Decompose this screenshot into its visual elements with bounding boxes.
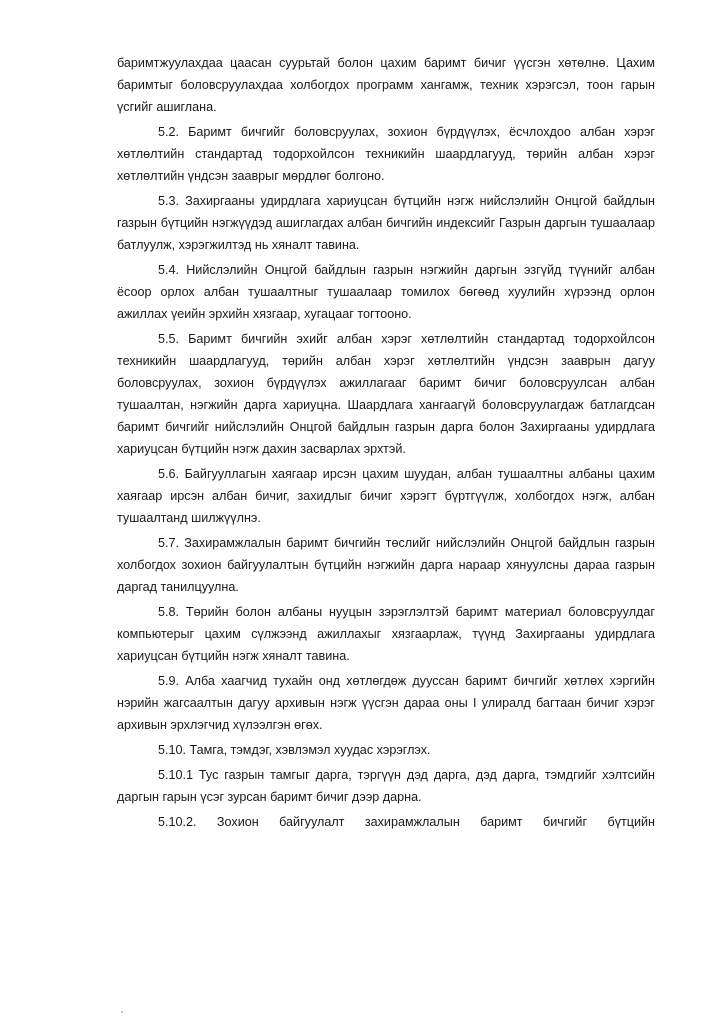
paragraph-5-4: 5.4. Нийслэлийн Онцгой байдлын газрын нэгжийн даргын эзгүйд түүнийг албан ёсоор орлох албан тушаалтныг тушаалаар томилох бөгөөд хуулийн хүрээнд орлон ажиллах үеийн эрхийн хязгаар, хугацааг тогтооно.	[117, 263, 655, 321]
paragraph-continuation: баримтжуулахдаа цаасан суурьтай болон цахим баримт бичиг үүсгэн хөтөлнө. Цахим баримтыг боловсруулахдаа холбогдох программ хангамж, техник хэрэгсэл, тоон гарын үсгийг ашиглана.	[117, 56, 655, 114]
paragraph-5-8: 5.8. Төрийн болон албаны нууцын зэрэглэлтэй баримт материал боловсруулдаг компьютерыг цахим сүлжээнд ажиллахыг хязгаарлаж, түүнд Захиргааны удирдлага хариуцсан бүтцийн нэгж хяналт тавина.	[117, 605, 655, 663]
paragraph-5-3: 5.3. Захиргааны удирдлага хариуцсан бүтцийн нэгж нийслэлийн Онцгой байдлын газрын бүтцийн нэгжүүдэд ашиглагдах албан бичгийн индексийг Газрын даргын тушаалаар батлуулж, хэрэгжилтэд нь хяналт тавина.	[117, 194, 655, 252]
paragraph-5-7: 5.7. Захирамжлалын баримт бичгийн төслийг нийслэлийн Онцгой байдлын газрын холбогдох зохион байгуулалтын бүтцийн нэгжийн дарга нараар хянуулсны дараа газрын даргад танилцуулна.	[117, 536, 655, 594]
paragraph-5-10-2: 5.10.2. Зохион байгуулалт захирамжлалын баримт бичгийг бүтцийн	[158, 815, 655, 829]
document-page	[117, 52, 655, 836]
paragraph-5-5: 5.5. Баримт бичгийн эхийг албан хэрэг хөтлөлтийн стандартад тодорхойлсон техникийн шаардлагууд, төрийн албан хэрэг хөтлөлтийн үндсэн зааврын дагуу боловсруулах, зохион бүрдүүлэх ажиллагааг баримт бичиг боловсруулсан албан тушаалтан, нэгжийн дарга хариуцна. Шаардлага хангаагүй боловсруулагдаж батлагдсан баримт бичгийг нийслэлийн Онцгой байдлын газрын дарга болон Захиргааны удирдлага хариуцсан бүтцийн нэгж дахин засварлах эрхтэй.	[117, 332, 655, 456]
paragraph-5-10: 5.10. Тамга, тэмдэг, хэвлэмэл хуудас хэрэглэх.	[158, 743, 431, 757]
paragraph-5-2: 5.2. Баримт бичгийг боловсруулах, зохион бүрдүүлэх, ёсчлохдоо албан хэрэг хөтлөлтийн стандартад тодорхойлсон техникийн шаардлагууд, төрийн албан хэрэг хөтлөлтийн үндсэн зааврыг мөрдлөг болгоно.	[117, 125, 655, 183]
paragraph-5-6: 5.6. Байгууллагын хаягаар ирсэн цахим шуудан, албан тушаалтны албаны цахим хаягаар ирсэн албан бичиг, захидлыг бичиг хэрэгт бүртгүүлж, холбогдох нэгж, албан тушаалтанд шилжүүлнэ.	[117, 467, 655, 525]
paragraph-5-10-1: 5.10.1 Тус газрын тамгыг дарга, тэргүүн дэд дарга, дэд дарга, тэмдгийг хэлтсийн даргын гарын үсэг зурсан баримт бичиг дээр дарна.	[117, 768, 655, 804]
scan-speck	[121, 1011, 123, 1013]
paragraph-5-9: 5.9. Алба хаагчид тухайн онд хөтлөгдөж дууссан баримт бичгийг хөтлөх хэргийн нэрийн жагсаалтын дагуу архивын нэгж үүсгэн дараа оны I улиралд багтаан бичиг хэрэг архивын эрхлэгчид хүлээлгэн өгөх.	[117, 674, 655, 732]
